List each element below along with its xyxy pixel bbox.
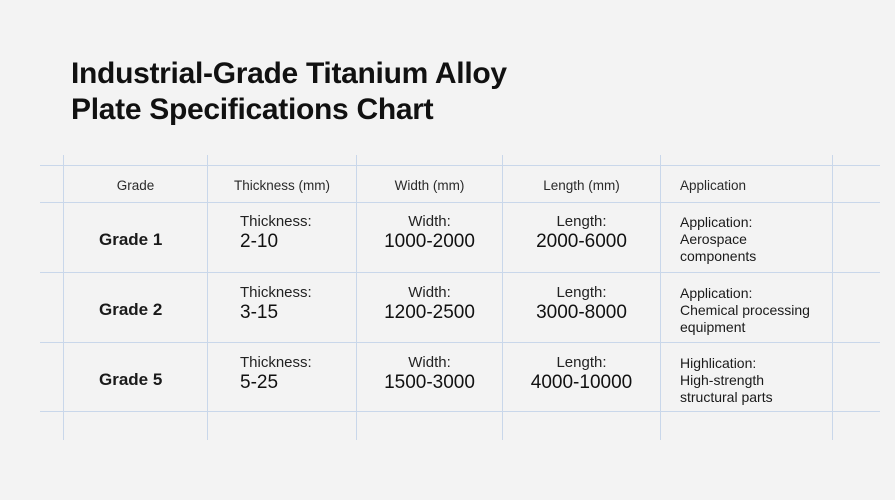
thickness-value: 3-15 (240, 302, 279, 323)
application-line: Chemical processing (680, 302, 810, 318)
length-cell (503, 284, 660, 324)
header-application: Application (680, 178, 747, 193)
width-label: Width: (408, 354, 451, 371)
width-cell (357, 284, 502, 324)
length-label: Length: (556, 354, 607, 371)
grade-cell: Grade 5 (99, 370, 163, 389)
application-line: High-strength (680, 372, 765, 388)
length-cell (503, 213, 660, 253)
application-cell (680, 355, 830, 406)
title-line-2: Plate Specifications Chart (71, 93, 434, 126)
length-value: 3000-8000 (536, 302, 627, 323)
width-cell (357, 213, 502, 253)
thickness-value: 5-25 (240, 372, 279, 393)
grid-vline (660, 155, 661, 440)
application-line: Highlication: (680, 355, 757, 371)
grid-vline (63, 155, 64, 440)
title-line-1: Industrial-Grade Titanium Alloy (71, 57, 507, 90)
thickness-value: 2-10 (240, 231, 279, 252)
grid-hline (40, 202, 880, 203)
application-cell (680, 214, 830, 265)
application-line: equipment (680, 319, 746, 335)
application-line: Application: (680, 214, 753, 230)
thickness-cell (240, 213, 312, 253)
application-cell (680, 285, 830, 336)
application-line: Application: (680, 285, 753, 301)
thickness-label: Thickness: (240, 213, 312, 230)
application-line: structural parts (680, 389, 773, 405)
width-value: 1500-3000 (384, 372, 475, 393)
grid-vline (832, 155, 833, 440)
grade-cell: Grade 2 (99, 300, 163, 319)
width-value: 1000-2000 (384, 231, 475, 252)
width-value: 1200-2500 (384, 302, 475, 323)
grid-hline (40, 165, 880, 166)
grid-hline (40, 272, 880, 273)
header-length: Length (mm) (543, 178, 620, 193)
length-label: Length: (556, 284, 607, 301)
grade-cell: Grade 1 (99, 230, 163, 249)
width-label: Width: (408, 284, 451, 301)
application-line: Aerospace (680, 231, 747, 247)
page-title (71, 56, 671, 128)
thickness-cell (240, 284, 312, 324)
grid-hline (40, 342, 880, 343)
width-label: Width: (408, 213, 451, 230)
length-value: 2000-6000 (536, 231, 627, 252)
length-value: 4000-10000 (530, 372, 633, 393)
application-line: components (680, 248, 757, 264)
header-grade: Grade (116, 178, 155, 193)
header-thickness: Thickness (mm) (233, 178, 330, 193)
width-cell (357, 354, 502, 394)
thickness-cell (240, 354, 312, 394)
length-label: Length: (556, 213, 607, 230)
header-width: Width (mm) (394, 178, 465, 193)
grid-vline (207, 155, 208, 440)
length-cell (503, 354, 660, 394)
thickness-label: Thickness: (240, 354, 312, 371)
grid-hline (40, 411, 880, 412)
thickness-label: Thickness: (240, 284, 312, 301)
